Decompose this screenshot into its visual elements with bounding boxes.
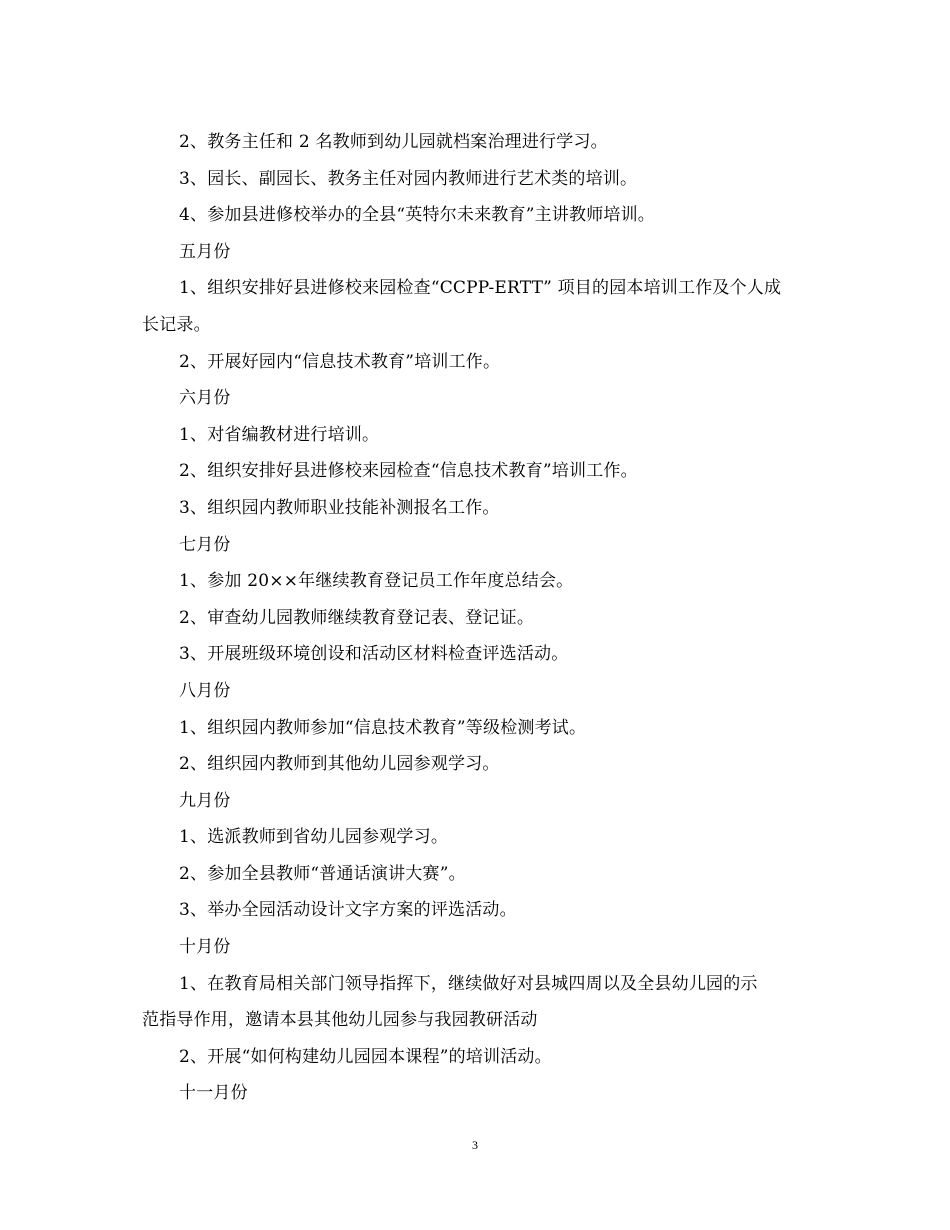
paragraph-line: 4、参加县进修校举办的全县“英特尔未来教育”主讲教师培训。	[179, 205, 655, 226]
month-heading: 七月份	[179, 534, 231, 555]
paragraph-continuation: 范指导作用，邀请本县其他幼儿园参与我园教研活动	[142, 1010, 538, 1031]
paragraph-line: 3、园长、副园长、教务主任对园内教师进行艺术类的培训。	[179, 168, 638, 189]
paragraph-line: 2、组织安排好县进修校来园检查“信息技术教育”培训工作。	[179, 461, 638, 482]
paragraph-line: 1、对省编教材进行培训。	[179, 424, 380, 445]
paragraph-line: 2、参加全县教师“普通话演讲大赛”。	[179, 863, 466, 884]
paragraph-line: 2、组织园内教师到其他幼儿园参观学习。	[179, 754, 500, 775]
document-body	[142, 124, 810, 1112]
paragraph-line: 2、开展“如何构建幼儿园园本课程”的培训活动。	[179, 1046, 552, 1067]
month-heading: 十一月份	[179, 1083, 248, 1104]
paragraph-line: 3、举办全园活动设计文字方案的评选活动。	[179, 900, 517, 921]
paragraph-line: 3、组织园内教师职业技能补测报名工作。	[179, 497, 500, 518]
paragraph-continuation: 长记录。	[142, 314, 211, 335]
month-heading: 九月份	[179, 790, 231, 811]
month-heading: 六月份	[179, 388, 231, 409]
paragraph-line: 1、组织安排好县进修校来园检查“CCPP-ERTT” 项目的园本培训工作及个人成	[179, 278, 782, 299]
page-number: 3	[472, 1138, 478, 1152]
month-heading: 五月份	[179, 241, 231, 262]
paragraph-line: 3、开展班级环境创设和活动区材料检查评选活动。	[179, 644, 569, 665]
paragraph-line: 1、在教育局相关部门领导指挥下，继续做好对县城四周以及全县幼儿园的示	[179, 973, 758, 994]
paragraph-line: 1、参加 20××年继续教育登记员工作年度总结会。	[179, 571, 574, 592]
paragraph-line: 1、组织园内教师参加“信息技术教育”等级检测考试。	[179, 717, 587, 738]
month-heading: 八月份	[179, 680, 231, 701]
paragraph-line: 1、选派教师到省幼儿园参观学习。	[179, 827, 449, 848]
paragraph-line: 2、教务主任和 2 名教师到幼儿园就档案治理进行学习。	[179, 132, 608, 152]
paragraph-line: 2、审查幼儿园教师继续教育登记表、登记证。	[179, 607, 535, 628]
month-heading: 十月份	[179, 937, 231, 958]
paragraph-line: 2、开展好园内“信息技术教育”培训工作。	[179, 351, 501, 372]
